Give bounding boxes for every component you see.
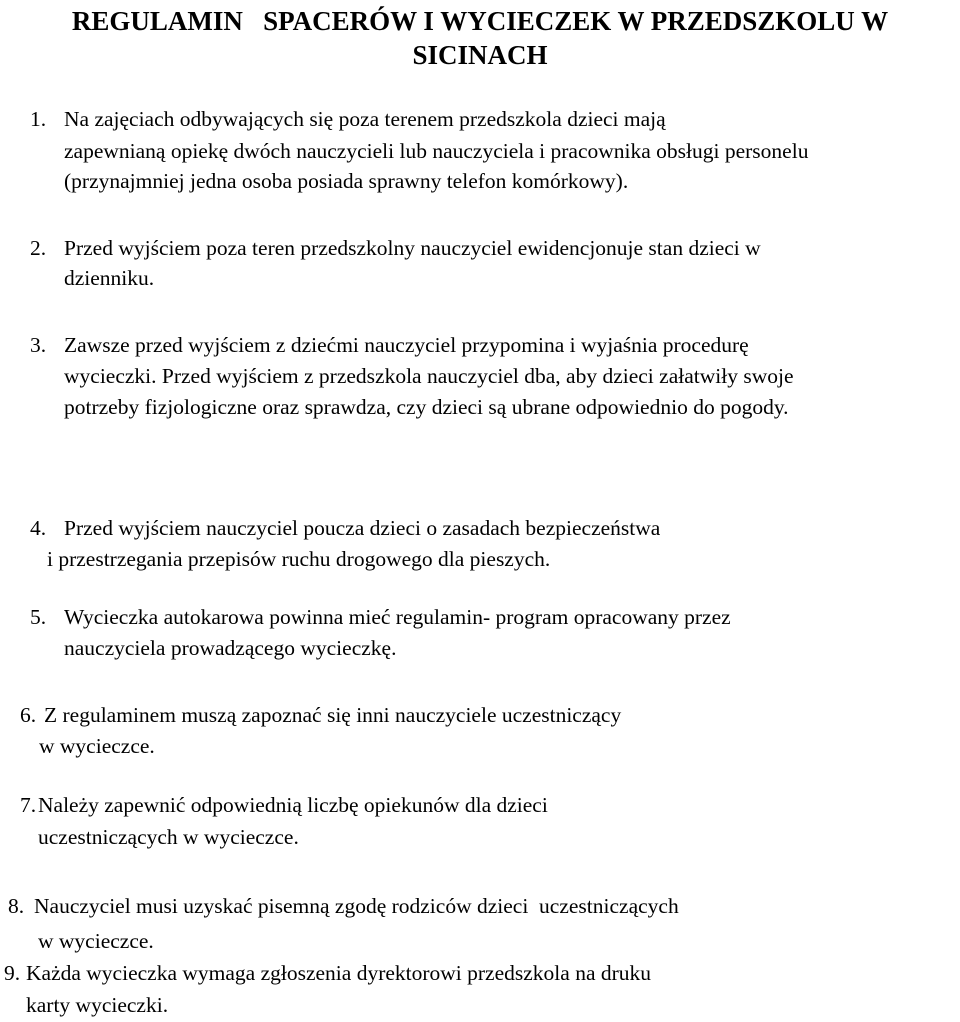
rule-6-number: 6.: [20, 703, 37, 727]
rule-1-text-1: Na zajęciach odbywających się poza terenem przedszkola dzieci mają: [64, 107, 666, 131]
rule-5-text-1: Wycieczka autokarowa powinna mieć regulamin- program opracowany przez: [64, 605, 731, 629]
rule-5-number: 5.: [30, 605, 47, 629]
rule-6-line-1: [20, 701, 622, 729]
rule-8-number: 8.: [8, 894, 25, 918]
rule-7-number: 7.: [20, 793, 37, 817]
rule-3-line-3: potrzeby fizjologiczne oraz sprawdza, czy dzieci są ubrane odpowiednio do pogody.: [64, 395, 789, 419]
document-title: [0, 4, 960, 72]
rule-8-text-1: Nauczyciel musi uzyskać pisemną zgodę rodziców dzieci uczestniczących: [34, 894, 679, 918]
rule-9-text-1: Każda wycieczka wymaga zgłoszenia dyrektorowi przedszkola na druku: [26, 961, 652, 985]
rule-3-number: 3.: [30, 333, 47, 357]
rule-4-line-1: [30, 514, 661, 542]
rule-2-number: 2.: [30, 236, 47, 260]
rule-9-line-2: karty wycieczki.: [26, 993, 169, 1017]
rule-7-text-1: Należy zapewnić odpowiednią liczbę opiekunów dla dzieci: [38, 793, 548, 817]
rule-3-text-1: Zawsze przed wyjściem z dziećmi nauczyciel przypomina i wyjaśnia procedurę: [64, 333, 749, 357]
rule-4-line-2: i przestrzegania przepisów ruchu drogowego dla pieszych.: [47, 547, 551, 571]
document-title-line-1: REGULAMIN SPACERÓW I WYCIECZEK W PRZEDSZKOLU W: [71, 6, 889, 36]
rule-1-line-1: [30, 105, 666, 133]
rule-5-line-2: nauczyciela prowadzącego wycieczkę.: [64, 636, 397, 660]
rule-8-line-2: w wycieczce.: [38, 929, 154, 953]
rule-7-line-2: uczestniczących w wycieczce.: [38, 825, 299, 849]
rule-6-line-2: w wycieczce.: [39, 734, 155, 758]
rule-6-text-1: Z regulaminem muszą zapoznać się inni nauczyciele uczestniczący: [44, 703, 622, 727]
rule-1-number: 1.: [30, 107, 47, 131]
rule-1-line-2: zapewnianą opiekę dwóch nauczycieli lub nauczyciela i pracownika obsługi personelu: [64, 139, 809, 163]
rule-4-text-1: Przed wyjściem nauczyciel poucza dzieci o zasadach bezpieczeństwa: [64, 516, 661, 540]
rule-3-line-1: [30, 331, 749, 359]
rule-4-number: 4.: [30, 516, 47, 540]
rule-9-line-1: [4, 959, 652, 987]
document-title-line-2: SICINACH: [412, 40, 548, 70]
rule-2-text-1: Przed wyjściem poza teren przedszkolny nauczyciel ewidencjonuje stan dzieci w: [64, 236, 761, 260]
rule-5-line-1: [30, 603, 731, 631]
rule-9-number: 9.: [4, 961, 21, 985]
rule-1-line-3: (przynajmniej jedna osoba posiada sprawny telefon komórkowy).: [64, 169, 629, 193]
rule-2-line-1: [30, 234, 761, 262]
rule-3-line-2: wycieczki. Przed wyjściem z przedszkola nauczyciel dba, aby dzieci załatwiły swoje: [64, 364, 794, 388]
rule-2-line-2: dzienniku.: [64, 266, 155, 290]
rule-7-line-1: [20, 791, 548, 819]
rule-8-line-1: [8, 892, 679, 920]
